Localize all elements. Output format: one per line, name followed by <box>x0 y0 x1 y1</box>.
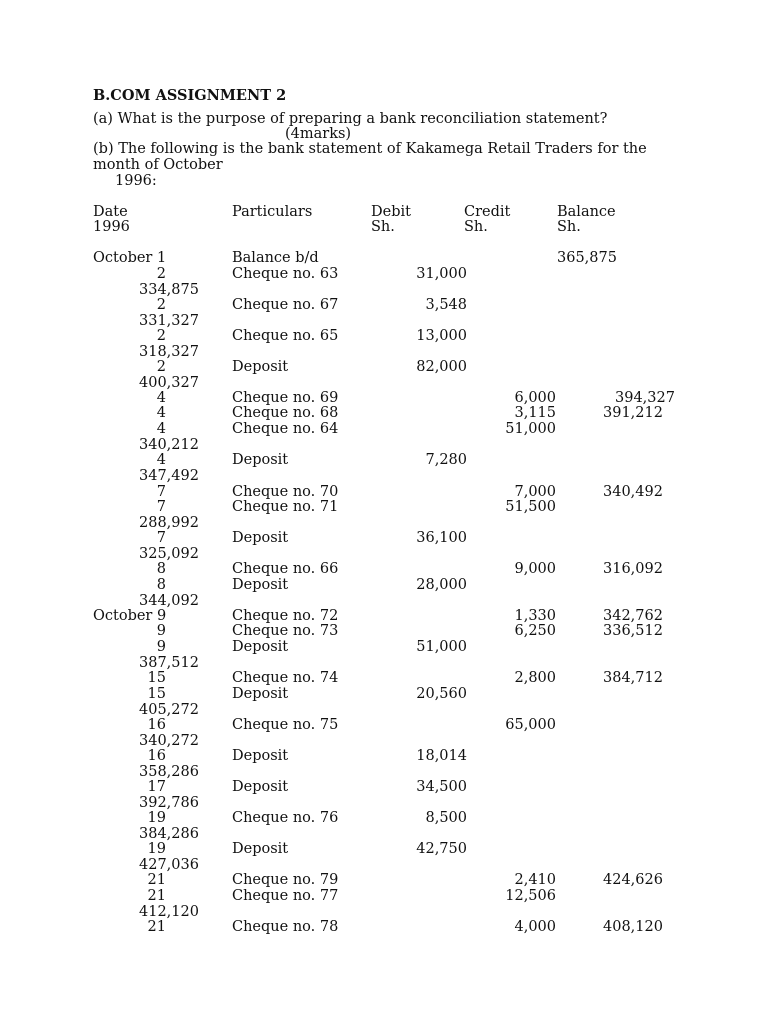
row-debit: 20,560 <box>416 686 467 702</box>
row-date: October 1 <box>93 250 167 266</box>
row-balance: 387,512 <box>139 655 199 671</box>
row-particulars: Cheque no. 64 <box>232 421 339 437</box>
row-particulars: Cheque no. 67 <box>232 297 339 313</box>
row-debit: 34,500 <box>416 779 467 795</box>
row-credit: 3,115 <box>514 405 556 421</box>
row-date: 17 <box>147 779 166 795</box>
row-date: 16 <box>147 717 166 733</box>
row-particulars: Cheque no. 66 <box>232 561 339 577</box>
row-particulars: Deposit <box>232 639 289 655</box>
row-date: 4 <box>156 452 166 468</box>
row-particulars: Deposit <box>232 530 289 546</box>
row-date: 7 <box>156 484 166 500</box>
row-particulars: Deposit <box>232 577 289 593</box>
column-header-credit-unit: Sh. <box>464 219 488 235</box>
row-particulars: Balance b/d <box>232 250 319 266</box>
row-particulars: Cheque no. 70 <box>232 484 339 500</box>
row-balance: 318,327 <box>139 344 199 360</box>
row-balance: 347,492 <box>139 468 199 484</box>
row-credit: 9,000 <box>514 561 556 577</box>
row-debit: 82,000 <box>416 359 467 375</box>
row-debit: 18,014 <box>416 748 467 764</box>
row-balance: 340,492 <box>603 484 663 500</box>
row-balance: 405,272 <box>139 702 199 718</box>
row-date: 2 <box>156 359 166 375</box>
row-balance: 400,327 <box>139 375 199 391</box>
row-date: 8 <box>156 577 166 593</box>
row-balance: 365,875 <box>557 250 617 266</box>
row-balance: 325,092 <box>139 546 199 562</box>
row-credit: 4,000 <box>514 919 556 935</box>
row-particulars: Cheque no. 72 <box>232 608 339 624</box>
row-date: 21 <box>147 919 166 935</box>
column-header-particulars: Particulars <box>232 204 313 220</box>
row-debit: 51,000 <box>416 639 467 655</box>
row-particulars: Deposit <box>232 686 289 702</box>
row-particulars: Deposit <box>232 779 289 795</box>
column-header-date: Date <box>93 204 128 220</box>
assignment-heading: B.COM ASSIGNMENT 2 <box>93 87 287 104</box>
row-debit: 42,750 <box>416 841 467 857</box>
row-date: 4 <box>156 405 166 421</box>
row-particulars: Cheque no. 73 <box>232 623 339 639</box>
row-date: 19 <box>147 841 166 857</box>
row-particulars: Cheque no. 74 <box>232 670 339 686</box>
row-particulars: Cheque no. 68 <box>232 405 339 421</box>
row-date: 8 <box>156 561 166 577</box>
row-balance: 340,272 <box>139 733 199 749</box>
row-debit: 13,000 <box>416 328 467 344</box>
row-balance: 340,212 <box>139 437 199 453</box>
row-date: 19 <box>147 810 166 826</box>
row-balance: 358,286 <box>139 764 199 780</box>
row-credit: 7,000 <box>514 484 556 500</box>
row-date: 16 <box>147 748 166 764</box>
row-credit: 2,410 <box>514 872 556 888</box>
row-particulars: Cheque no. 77 <box>232 888 339 904</box>
row-balance: 392,786 <box>139 795 199 811</box>
row-balance: 344,092 <box>139 593 199 609</box>
row-balance: 336,512 <box>603 623 663 639</box>
row-date: 15 <box>147 686 166 702</box>
row-date: 7 <box>156 499 166 515</box>
row-particulars: Cheque no. 75 <box>232 717 339 733</box>
row-balance: 342,762 <box>603 608 663 624</box>
row-balance: 427,036 <box>139 857 199 873</box>
row-credit: 65,000 <box>505 717 556 733</box>
row-credit: 12,506 <box>505 888 556 904</box>
row-particulars: Deposit <box>232 841 289 857</box>
row-balance: 391,212 <box>603 405 663 421</box>
row-particulars: Cheque no. 65 <box>232 328 339 344</box>
row-balance: 331,327 <box>139 313 199 329</box>
row-debit: 31,000 <box>416 266 467 282</box>
row-debit: 8,500 <box>425 810 467 826</box>
row-debit: 3,548 <box>425 297 467 313</box>
row-credit: 51,000 <box>505 421 556 437</box>
row-particulars: Cheque no. 63 <box>232 266 339 282</box>
row-credit: 6,000 <box>514 390 556 406</box>
row-balance: 408,120 <box>603 919 663 935</box>
row-credit: 1,330 <box>514 608 556 624</box>
row-date: 9 <box>156 623 166 639</box>
row-credit: 2,800 <box>514 670 556 686</box>
column-header-credit: Credit <box>464 204 511 220</box>
row-balance: 424,626 <box>603 872 663 888</box>
row-debit: 28,000 <box>416 577 467 593</box>
row-particulars: Deposit <box>232 452 289 468</box>
row-debit: 36,100 <box>416 530 467 546</box>
row-balance: 288,992 <box>139 515 199 531</box>
row-date: 9 <box>156 639 166 655</box>
row-balance: 384,712 <box>603 670 663 686</box>
column-header-date-year: 1996 <box>93 219 130 235</box>
row-balance: 316,092 <box>603 561 663 577</box>
row-particulars: Cheque no. 78 <box>232 919 339 935</box>
row-particulars: Deposit <box>232 359 289 375</box>
row-particulars: Cheque no. 76 <box>232 810 339 826</box>
row-date: 7 <box>156 530 166 546</box>
row-particulars: Deposit <box>232 748 289 764</box>
row-particulars: Cheque no. 79 <box>232 872 339 888</box>
question-b-line2: month of October <box>93 157 223 173</box>
row-particulars: Cheque no. 69 <box>232 390 339 406</box>
row-date: 2 <box>156 297 166 313</box>
row-date: 4 <box>156 390 166 406</box>
row-balance: 334,875 <box>139 282 199 298</box>
row-date: 21 <box>147 872 166 888</box>
row-date: 2 <box>156 328 166 344</box>
question-b-line1: (b) The following is the bank statement of Kakamega Retail Traders for the <box>93 141 647 157</box>
row-date: 21 <box>147 888 166 904</box>
question-b-year: 1996: <box>115 173 157 189</box>
row-particulars: Cheque no. 71 <box>232 499 339 515</box>
row-balance: 394,327 <box>615 390 675 406</box>
column-header-balance-unit: Sh. <box>557 219 581 235</box>
row-date: 4 <box>156 421 166 437</box>
row-date: 2 <box>156 266 166 282</box>
row-credit: 51,500 <box>505 499 556 515</box>
row-credit: 6,250 <box>514 623 556 639</box>
row-balance: 384,286 <box>139 826 199 842</box>
row-date: October 9 <box>93 608 167 624</box>
question-a: (a) What is the purpose of preparing a bank reconciliation statement? <box>93 111 608 127</box>
column-header-balance: Balance <box>557 204 616 220</box>
column-header-debit: Debit <box>371 204 411 220</box>
column-header-debit-unit: Sh. <box>371 219 395 235</box>
row-date: 15 <box>147 670 166 686</box>
row-debit: 7,280 <box>425 452 467 468</box>
marks-label: (4marks) <box>285 126 352 142</box>
row-balance: 412,120 <box>139 904 199 920</box>
